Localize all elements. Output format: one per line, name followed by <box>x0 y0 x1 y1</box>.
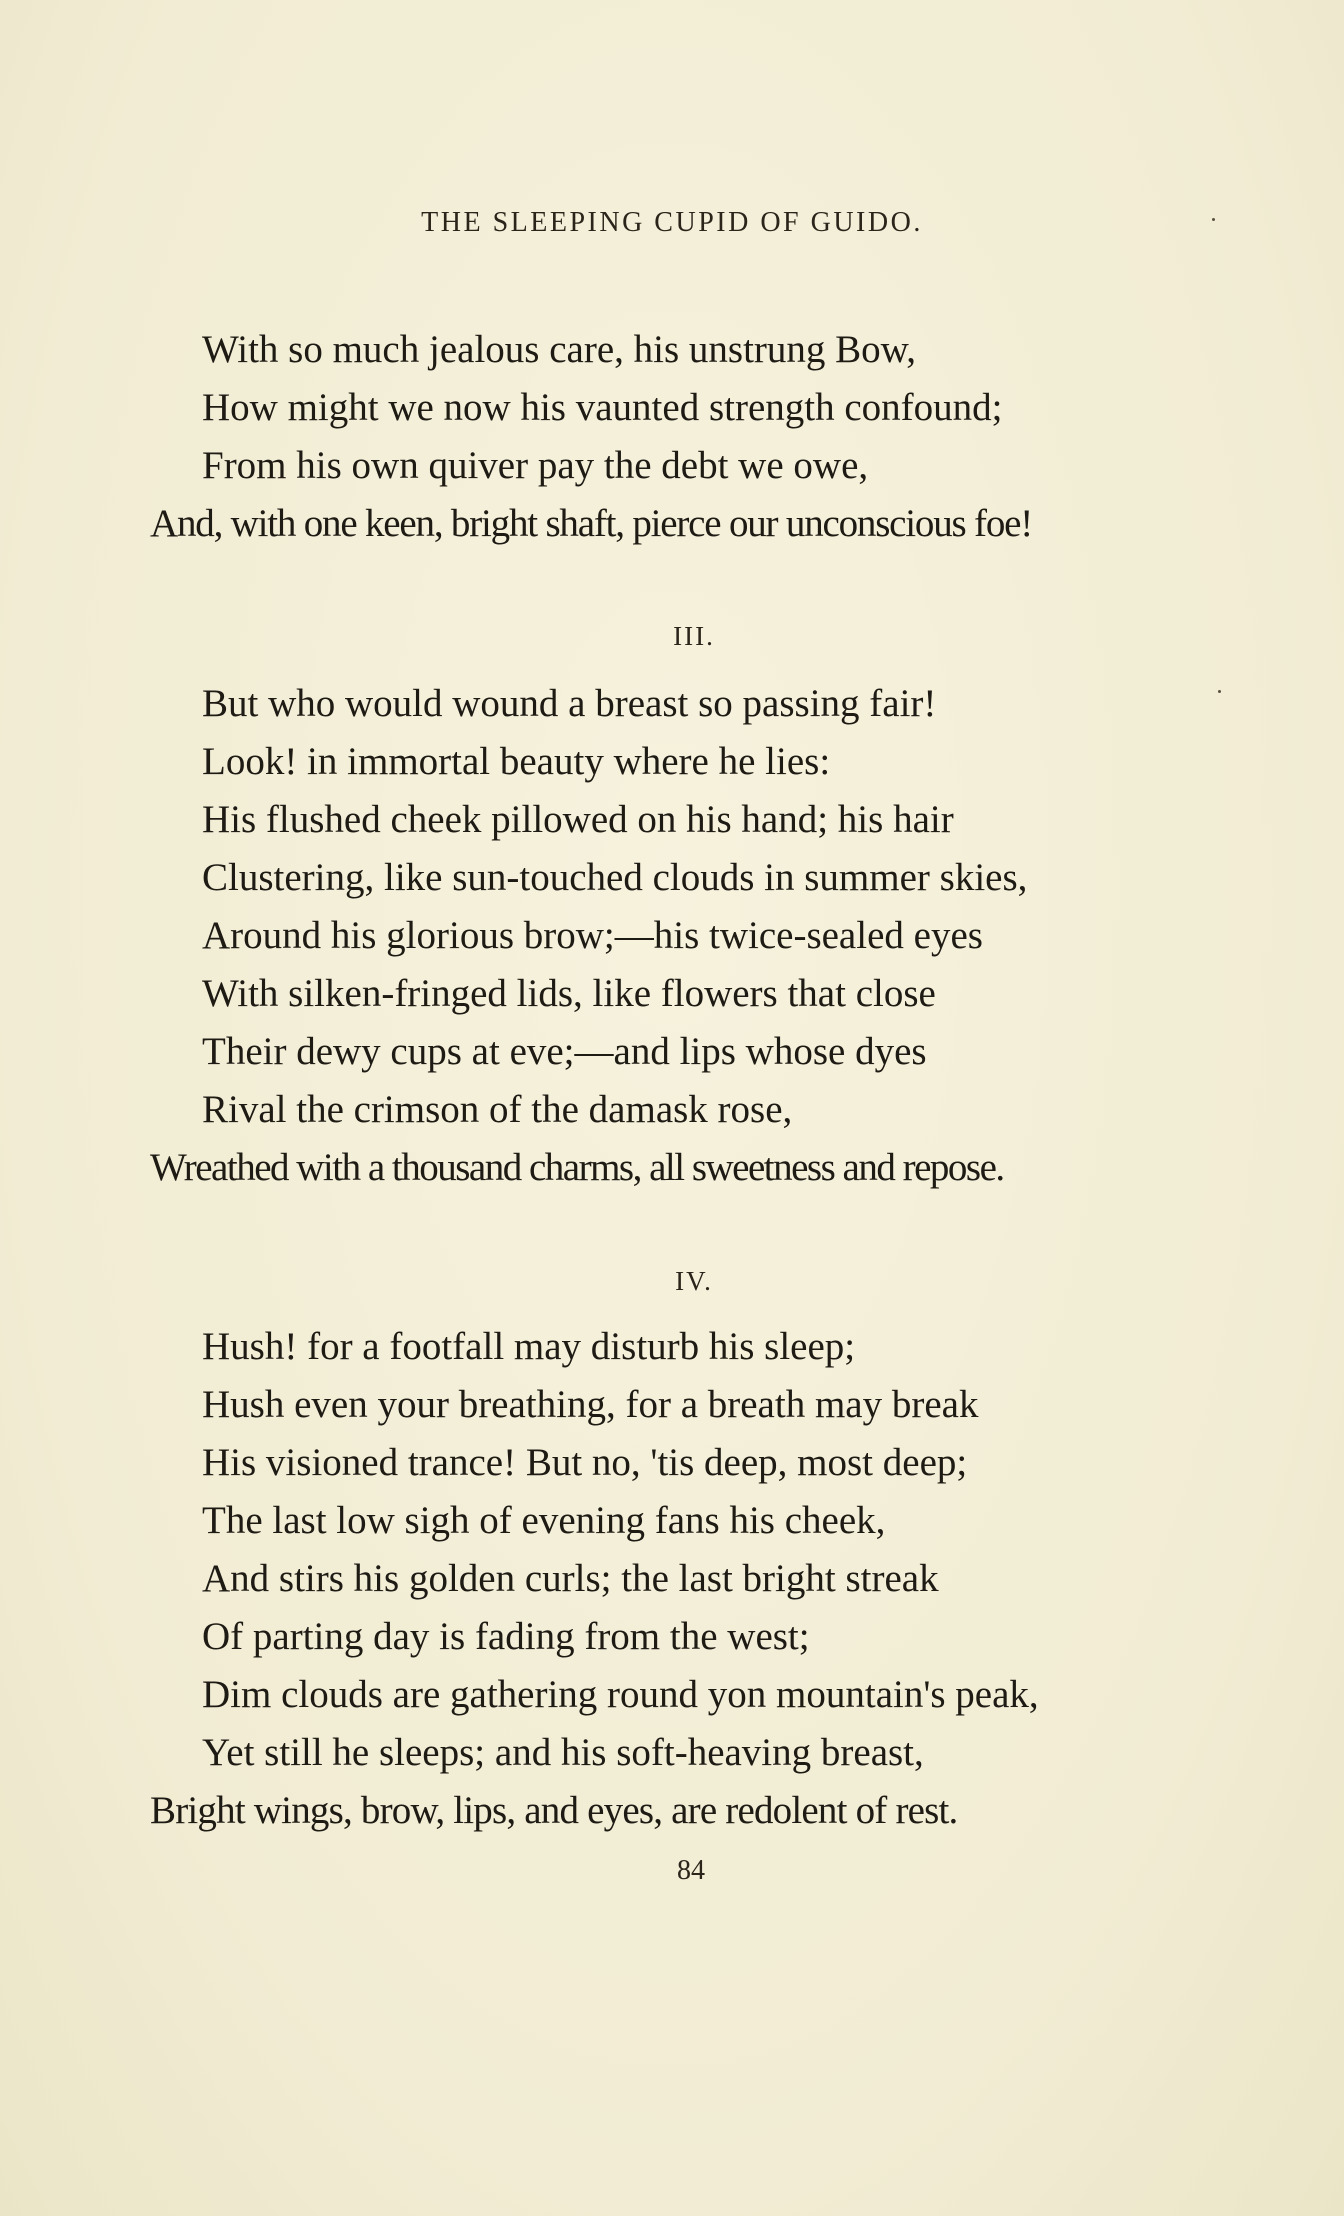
verse-line: With so much jealous care, his unstrung Bow, <box>202 328 917 371</box>
verse-line: Clustering, like sun-touched clouds in summer skies, <box>202 856 1028 899</box>
print-speck <box>1212 218 1215 221</box>
verse-line: The last low sigh of evening fans his cheek, <box>202 1499 886 1542</box>
verse-line: Around his glorious brow;—his twice-sealed eyes <box>202 914 983 957</box>
verse-line: But who would wound a breast so passing fair! <box>202 682 937 725</box>
verse-line: Hush even your breathing, for a breath may break <box>202 1383 979 1426</box>
verse-line: Of parting day is fading from the west; <box>202 1615 810 1658</box>
verse-line: Hush! for a footfall may disturb his sleep; <box>202 1325 856 1368</box>
verse-line: Dim clouds are gathering round yon mountain's peak, <box>202 1673 1039 1716</box>
print-speck <box>1218 690 1221 693</box>
stanza-numeral: III. <box>673 621 715 651</box>
verse-line: And stirs his golden curls; the last bright streak <box>202 1557 939 1600</box>
verse-line: And, with one keen, bright shaft, pierce our unconscious foe! <box>150 502 1033 545</box>
verse-line: His flushed cheek pillowed on his hand; his hair <box>202 798 954 841</box>
verse-line: Their dewy cups at eve;—and lips whose dyes <box>202 1030 927 1073</box>
stanza-numeral: IV. <box>675 1266 713 1296</box>
verse-line: Rival the crimson of the damask rose, <box>202 1088 793 1131</box>
verse-line: His visioned trance! But no, 'tis deep, most deep; <box>202 1441 968 1484</box>
verse-line: Look! in immortal beauty where he lies: <box>202 740 831 783</box>
page-number: 84 <box>677 1855 705 1886</box>
verse-line: With silken-fringed lids, like flowers that close <box>202 972 936 1015</box>
verse-line: From his own quiver pay the debt we owe, <box>202 444 869 487</box>
verse-line: How might we now his vaunted strength confound; <box>202 386 1003 429</box>
verse-line: Bright wings, brow, lips, and eyes, are redolent of rest. <box>150 1789 958 1832</box>
running-head: THE SLEEPING CUPID OF GUIDO. <box>421 207 923 238</box>
verse-line: Yet still he sleeps; and his soft-heaving breast, <box>202 1731 924 1774</box>
verse-line: Wreathed with a thousand charms, all sweetness and repose. <box>150 1146 1004 1189</box>
